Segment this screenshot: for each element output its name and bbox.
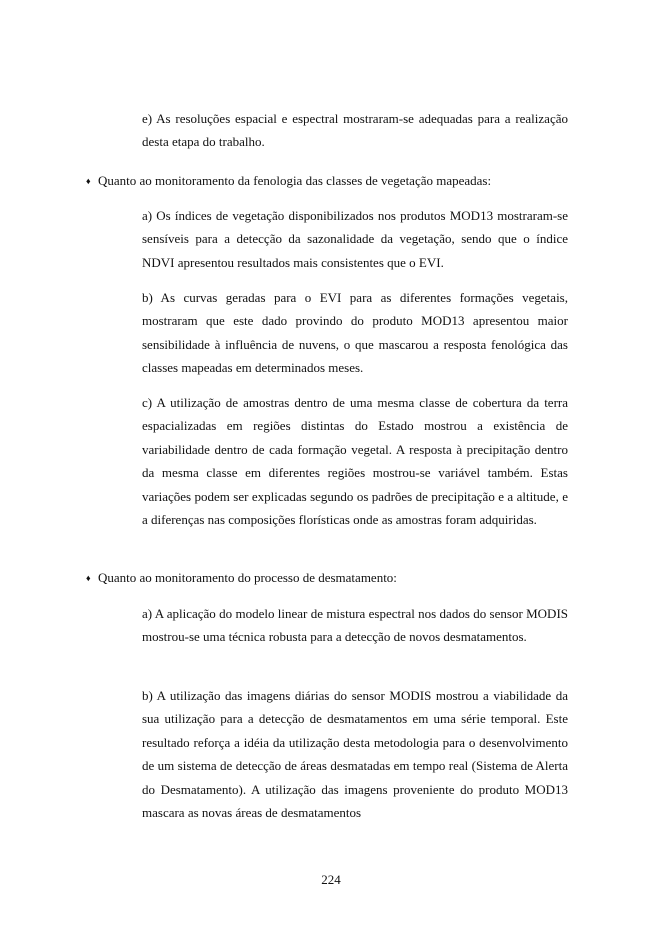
bullet-fenologia <box>86 169 576 193</box>
paragraph-fenologia-a: a) Os índices de vegetação disponibilizados nos produtos MOD13 mostraram-se sensíveis para a detecção da sazonalidade da vegetação, sendo que o índice NDVI apresentou resultados mais consistentes que o EVI. <box>142 208 568 270</box>
paragraph-desmatamento-b: b) A utilização das imagens diárias do sensor MODIS mostrou a viabilidade da sua utilização para a detecção de desmatamentos em uma série temporal. Este resultado reforça a idéia da utilização desta metodologia para o desenvolvimento de um sistema de detecção de áreas desmatadas em tempo real (Sistema de Alerta do Desmatamento). A utilização das imagens proveniente do produto MOD13 mascara as novas áreas de desmatamentos <box>142 688 568 821</box>
paragraph-desmatamento-a: a) A aplicação do modelo linear de mistura espectral nos dados do sensor MODIS mostrou-se uma técnica robusta para a detecção de novos desmatamentos. <box>142 606 568 645</box>
paragraph-item-e: e) As resoluções espacial e espectral mostraram-se adequadas para a realização desta etapa do trabalho. <box>142 111 568 150</box>
paragraph-fenologia-c: c) A utilização de amostras dentro de uma mesma classe de cobertura da terra espacializadas em regiões distintas do Estado mostrou a existência de variabilidade dentro de cada formação vegetal. A resposta à precipitação dentro da mesma classe em diferentes regiões mostrou-se variável também. Estas variações podem ser explicadas segundo os padrões de precipitação e a altitude, e a diferenças nas composições florísticas onde as amostras foram adquiridas. <box>142 395 568 528</box>
diamond-bullet-icon: ♦ <box>86 573 91 583</box>
bullet-fenologia-text: Quanto ao monitoramento da fenologia das classes de vegetação mapeadas: <box>98 173 492 188</box>
bullet-desmatamento-text: Quanto ao monitoramento do processo de desmatamento: <box>98 570 397 585</box>
page-number: 224 <box>321 872 341 887</box>
diamond-bullet-icon: ♦ <box>86 176 91 186</box>
bullet-desmatamento <box>86 566 576 590</box>
paragraph-fenologia-b: b) As curvas geradas para o EVI para as diferentes formações vegetais, mostraram que este dado provindo do produto MOD13 apresentou maior sensibilidade à influência de nuvens, o que mascarou a resposta fenológica das classes mapeadas em determinados meses. <box>142 290 568 376</box>
